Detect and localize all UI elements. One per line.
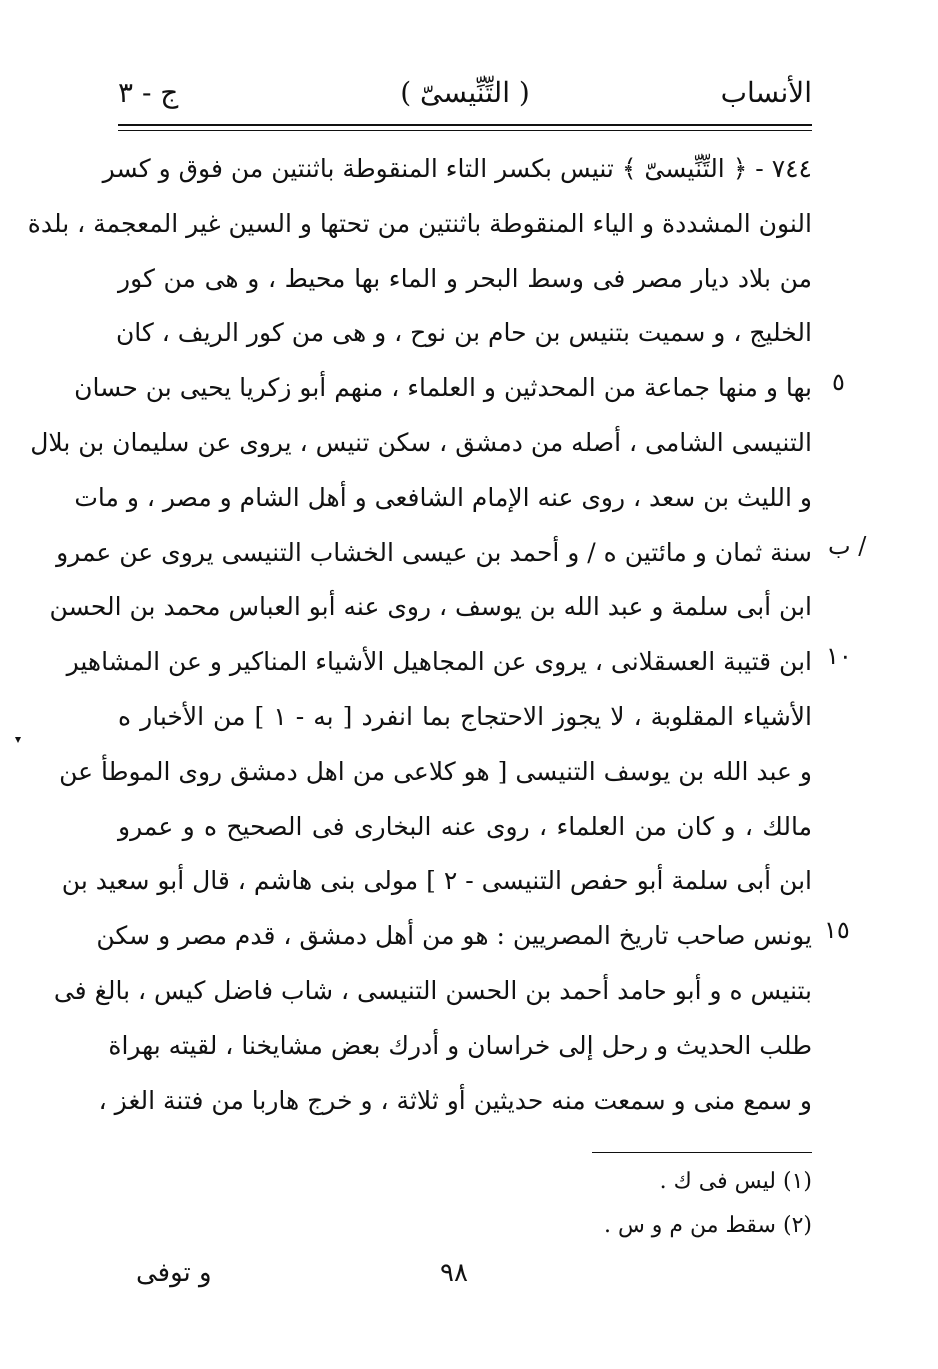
header-volume: ج - ٣ xyxy=(118,76,179,109)
footnote-1: (١) ليس فى ك . xyxy=(659,1169,812,1194)
header-entry-title: ( التِّنِّيسىّ ) xyxy=(400,76,530,109)
header-rule-thick xyxy=(118,124,812,126)
text-line: بها و منها جماعة من المحدثين و العلماء ، منهم أبو زكريا يحيى بن حسان xyxy=(74,373,812,403)
text-line: النون المشددة و الياء المنقوطة باثنتين من تحتها و السين غير المعجمة ، بلدة xyxy=(27,208,812,238)
line-number-10: ١٠ xyxy=(826,642,852,670)
footnotes xyxy=(604,1160,812,1248)
text-line: و الليث بن سعد ، روى عنه الإمام الشافعى و أهل الشام و مصر ، و مات xyxy=(74,482,812,512)
running-header xyxy=(118,70,812,118)
line-number-5: ٥ xyxy=(832,368,845,396)
text-line: سنة ثمان و مائتين ه / و أحمد بن عيسى الخشاب التنيسى يروى عن عمرو xyxy=(56,537,812,567)
text-line: طلب الحديث و رحل إلى خراسان و أدرك بعض مشايخنا ، لقيته بهراة xyxy=(108,1030,812,1060)
text-line: يونس صاحب تاريخ المصريين : هو من أهل دمشق ، قدم مصر و سكن xyxy=(96,921,812,951)
text-line: ٧٤٤ - ﴿ التِّنِّيسىّ ﴾ تنيس بكسر التاء المنقوطة باثنتين من فوق و كسر xyxy=(102,154,812,183)
text-line: ابن أبى سلمة و عبد الله بن يوسف ، روى عنه أبو العباس محمد بن الحسن xyxy=(49,592,812,622)
header-book-title: الأنساب xyxy=(720,76,812,109)
text-line: و سمع منى و سمعت منه حديثين أو ثلاثة ، و خرج هاربا من فتنة الغز ، xyxy=(98,1085,812,1115)
page-number: ٩٨ xyxy=(440,1258,468,1288)
text-line: الخليج ، و سميت بتنيس بن حام بن نوح ، و هى من كور الريف ، كان xyxy=(115,318,812,348)
text-line: ابن قتيبة العسقلانى ، يروى عن المجاهيل الأشياء المناكير و عن المشاهير xyxy=(66,647,812,677)
catchword: و توفى xyxy=(136,1258,212,1288)
line-number-15: ١٥ xyxy=(824,916,850,944)
text-line: التنيسى الشامى ، أصله من دمشق ، سكن تنيس ، يروى عن سليمان بن بلال xyxy=(30,427,812,457)
main-text xyxy=(27,142,812,1128)
text-line: مالك ، و كان من العلماء ، روى عنه البخارى فى الصحيح ه و عمرو xyxy=(118,811,812,841)
text-line: من بلاد ديار مصر فى وسط البحر و الماء بها محيط ، و هى من كور xyxy=(118,263,812,293)
margin-speck xyxy=(14,736,22,744)
text-line: الأشياء المقلوبة ، لا يجوز الاحتجاج بما انفرد [ به - ١ ] من الأخبار ه xyxy=(118,701,812,731)
text-line: بتنيس ه و أبو حامد أحمد بن الحسن التنيسى ، شاب فاضل كيس ، بالغ فى xyxy=(53,975,812,1005)
folio-mark: / ب xyxy=(828,532,867,560)
text-line: ابن أبى سلمة أبو حفص التنيسى - ٢ ] مولى بنى هاشم ، قال أبو سعيد بن xyxy=(61,866,812,896)
text-line: و عبد الله بن يوسف التنيسى [ هو كلاعى من اهل دمشق روى الموطأ عن xyxy=(59,756,812,786)
header-rule-thin xyxy=(118,130,812,131)
footnote-rule xyxy=(592,1152,812,1153)
footnote-2: (٢) سقط من م و س . xyxy=(603,1213,812,1238)
